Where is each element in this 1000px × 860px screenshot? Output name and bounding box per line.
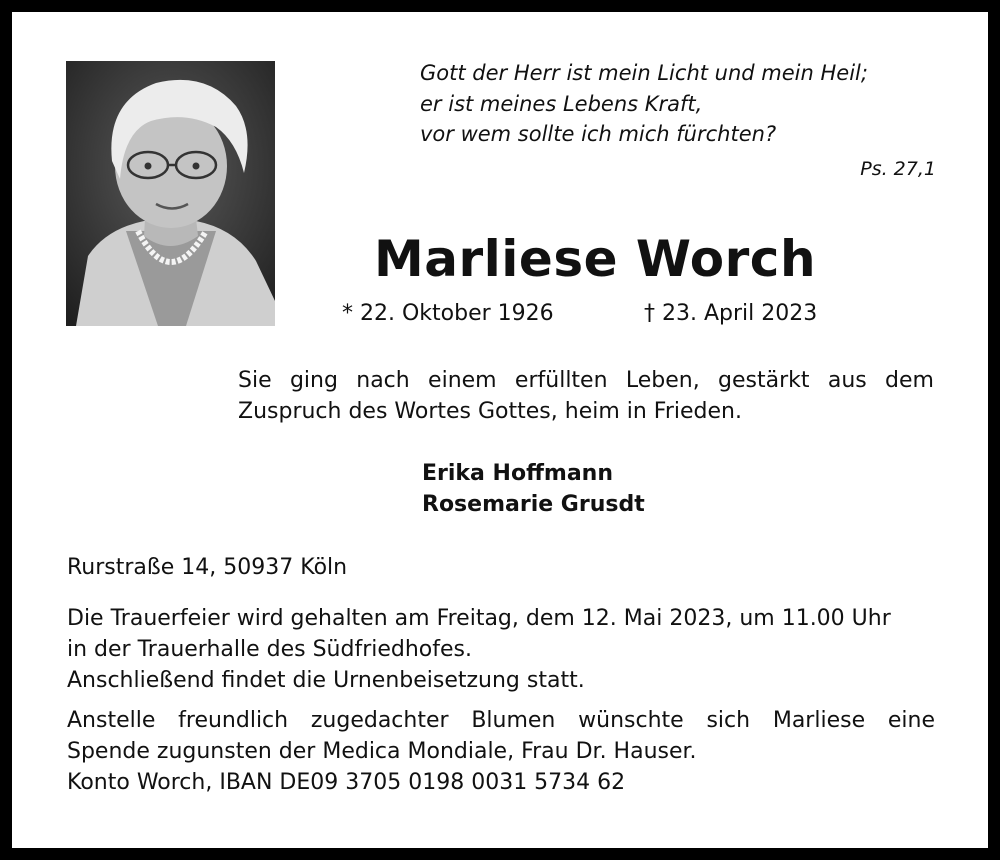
ceremony-line: Anschließend findet die Urnenbeisetzung statt. <box>67 668 585 693</box>
intro-line: Zuspruch des Wortes Gottes, heim in Frieden. <box>238 399 742 424</box>
verse-reference: Ps. 27,1 <box>860 158 936 180</box>
bible-verse <box>420 58 940 150</box>
ceremony-line: in der Trauerhalle des Südfriedhofes. <box>67 637 473 662</box>
verse-line: er ist meines Lebens Kraft, <box>420 91 703 116</box>
obituary-card <box>12 12 988 848</box>
donation-line: Konto Worch, IBAN DE09 3705 0198 0031 5734 62 <box>67 770 626 795</box>
donation-line: Spende zugunsten der Medica Mondiale, Frau Dr. Hauser. <box>67 739 697 764</box>
mourner-name: Erika Hoffmann <box>422 461 613 486</box>
verse-line: Gott der Herr ist mein Licht und mein Heil; <box>420 61 868 85</box>
intro-paragraph <box>238 365 934 427</box>
ceremony-line: Die Trauerfeier wird gehalten am Freitag, dem 12. Mai 2023, um 11.00 Uhr <box>67 606 891 631</box>
portrait-photo <box>66 61 275 326</box>
donation-info <box>67 705 935 798</box>
mourners-list <box>422 458 645 520</box>
ceremony-info <box>67 603 891 696</box>
donation-line: Anstelle freundlich zugedachter Blumen wünschte sich Marliese eine <box>67 708 935 733</box>
deceased-name: Marliese Worch <box>374 230 817 288</box>
birth-date: * 22. Oktober 1926 <box>342 301 554 326</box>
death-date: † 23. April 2023 <box>644 301 818 326</box>
address: Rurstraße 14, 50937 Köln <box>67 555 348 580</box>
intro-line: Sie ging nach einem erfüllten Leben, gestärkt aus dem <box>238 368 934 393</box>
mourner-name: Rosemarie Grusdt <box>422 492 645 517</box>
verse-line: vor wem sollte ich mich fürchten? <box>420 122 777 146</box>
